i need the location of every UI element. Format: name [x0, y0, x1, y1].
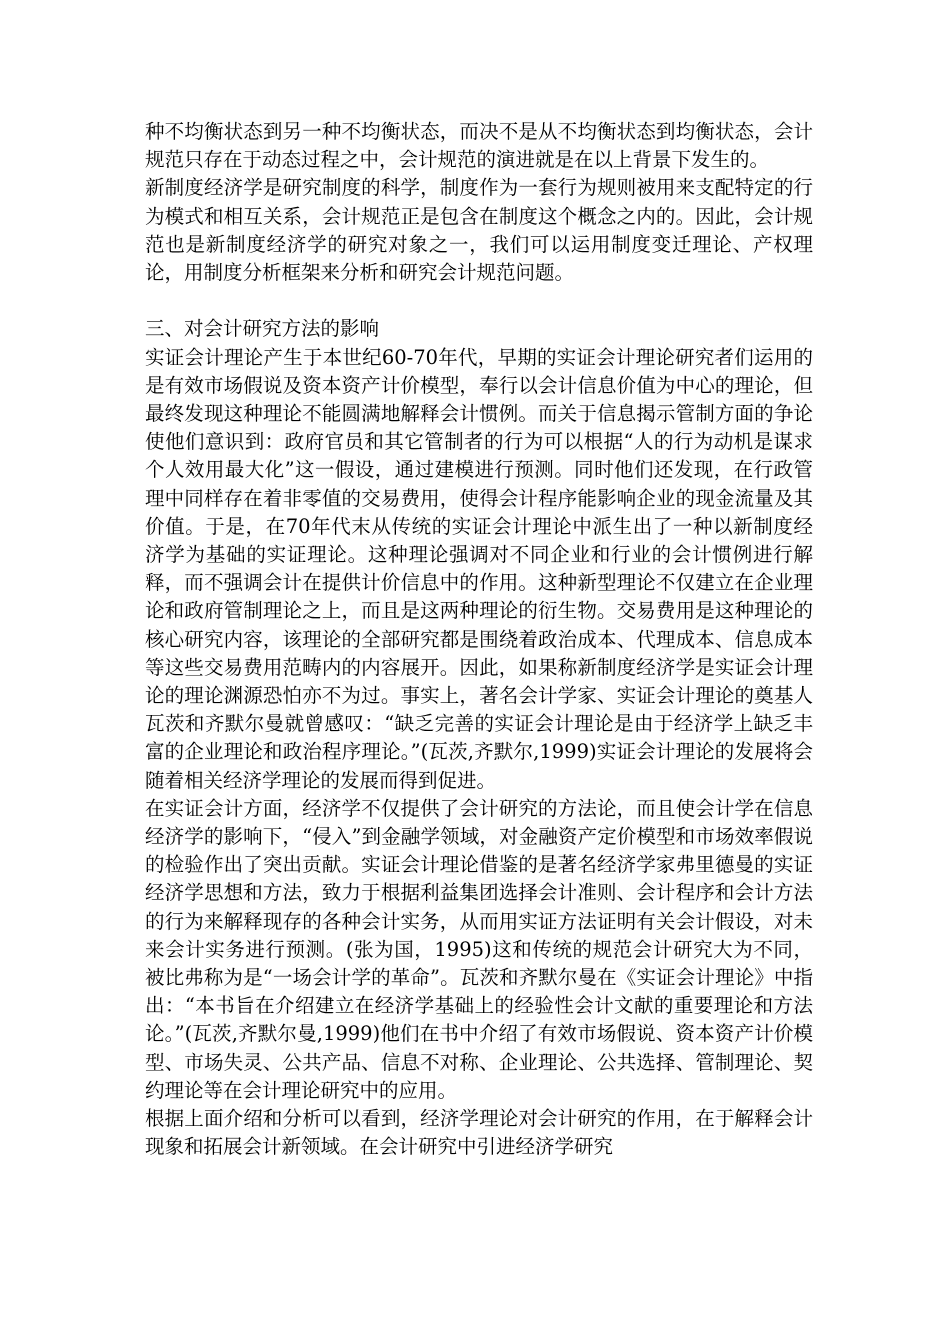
- paragraph-3: 实证会计理论产生于本世纪60-70年代，早期的实证会计理论研究者们运用的是有效市场假说及资本资产计价模型，奉行以会计信息价值为中心的理论，但最终发现这种理论不能圆满地解释会计惯例。而关于信息揭示管制方面的争论使他们意识到：政府官员和其它管制者的行为可以根据“人的行为动机是谋求个人效用最大化”这一假设，通过建模进行预测。同时他们还发现，在行政管理中同样存在着非零值的交易费用，使得会计程序能影响企业的现金流量及其价值。于是，在70年代末从传统的实证会计理论中派生出了一种以新制度经济学为基础的实证理论。这种理论强调对不同企业和行业的会计惯例进行解释，而不强调会计在提供计价信息中的作用。这种新型理论不仅建立在企业理论和政府管制理论之上，而且是这两种理论的衍生物。交易费用是这种理论的核心研究内容，该理论的全部研究都是围绕着政治成本、代理成本、信息成本等这些交易费用范畴内的内容展开。因此，如果称新制度经济学是实证会计理论的理论渊源恐怕亦不为过。事实上，著名会计学家、实证会计理论的奠基人瓦茨和齐默尔曼就曾感叹：“缺乏完善的实证会计理论是由于经济学上缺乏丰富的企业理论和政治程序理论。”(瓦茨,齐默尔,1999)实证会计理论的发展将会随着相关经济学理论的发展而得到促进。: [145, 345, 813, 792]
- paragraph-4: 在实证会计方面，经济学不仅提供了会计研究的方法论，而且使会计学在信息经济学的影响下，“侵入”到金融学领域，对金融资产定价模型和市场效率假说的检验作出了突出贡献。实证会计理论借鉴的是著名经济学家弗里德曼的实证经济学思想和方法，致力于根据利益集团选择会计准则、会计程序和会计方法的行为来解释现存的各种会计实务，从而用实证方法证明有关会计假设，对未来会计实务进行预测。(张为国，1995)这和传统的规范会计研究大为不同，被比弗称为是“一场会计学的革命”。瓦茨和齐默尔曼在《实证会计理论》中指出：“本书旨在介绍建立在经济学基础上的经验性会计文献的重要理论和方法论。”(瓦茨,齐默尔曼,1999)他们在书中介绍了有效市场假说、资本资产计价模型、市场失灵、公共产品、信息不对称、企业理论、公共选择、管制理论、契约理论等在会计理论研究中的应用。: [145, 796, 813, 1102]
- paragraph-5: 根据上面介绍和分析可以看到，经济学理论对会计研究的作用，在于解释会计现象和拓展会计新领域。在会计研究中引进经济学研究: [145, 1107, 813, 1159]
- paragraph-2: 新制度经济学是研究制度的科学，制度作为一套行为规则被用来支配特定的行为模式和相互关系，会计规范正是包含在制度这个概念之内的。因此，会计规范也是新制度经济学的研究对象之一，我们可以运用制度变迁理论、产权理论，用制度分析框架来分析和研究会计规范问题。: [145, 176, 813, 285]
- document-body: [145, 118, 813, 1162]
- paragraph-spacer: [145, 287, 813, 315]
- section-heading: 三、对会计研究方法的影响: [145, 317, 380, 341]
- paragraph-1: 种不均衡状态到另一种不均衡状态，而决不是从不均衡状态到均衡状态，会计规范只存在于动态过程之中，会计规范的演进就是在以上背景下发生的。: [145, 120, 813, 172]
